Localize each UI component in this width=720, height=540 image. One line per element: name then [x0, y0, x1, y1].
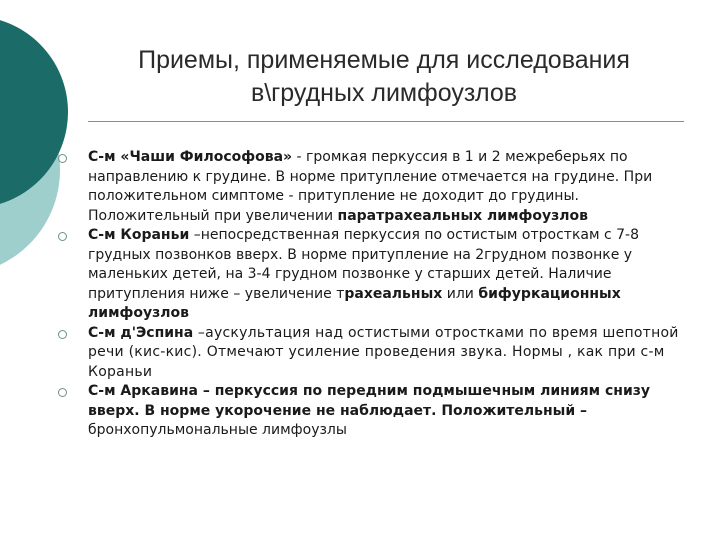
title-line-2: в\грудных лимфоузлов	[250, 79, 518, 107]
symptom-emphasis: рахеальных	[344, 285, 443, 302]
symptom-name: С-м д'Эспина	[88, 324, 194, 341]
bullet-circle-icon	[58, 330, 67, 339]
title-line-1: Приемы, применяемые для исследования	[138, 46, 630, 74]
symptom-connector: или	[442, 285, 479, 302]
symptom-name: С-м «Чаши Философова»	[88, 149, 293, 165]
symptom-description: –аускультация над остистыми отростками по время шепотной речи (кис-кис). Отмечают усиление проведения звука. Нормы , как при с-м Кораньи	[88, 324, 679, 380]
slide-title	[84, 44, 684, 110]
symptom-name: С-м Кораньи	[88, 227, 190, 243]
symptom-conclusion: бронхопульмональные лимфоузлы	[88, 422, 347, 438]
list-item	[58, 324, 680, 383]
list-item	[58, 382, 680, 441]
symptom-description: - громкая перкуссия в 1 и 2 межреберьях по направлению к грудине. В норме притупление отмечается на грудине. При положительном симптоме - притупление не доходит до грудины. Положительный при увеличении	[88, 149, 653, 224]
bullet-circle-icon	[58, 388, 67, 397]
title-divider	[88, 121, 684, 122]
symptom-conclusion: паратрахеальных лимфоузлов	[337, 207, 589, 224]
symptom-bold-description: С-м Аркавина – перкуссия по передним подмышечным линиям снизу вверх. В норме укорочение не наблюдает. Положительный –	[88, 383, 651, 419]
list-item	[58, 226, 680, 324]
bullet-list	[58, 148, 680, 441]
bullet-circle-icon	[58, 232, 67, 241]
symptom-conclusion: бифуркационных лимфоузлов	[88, 285, 621, 321]
bullet-circle-icon	[58, 154, 67, 163]
symptom-description: –непосредственная перкуссия по остистым отросткам с 7-8 грудных позвонков вверх. В норме притупление на 2грудном позвонке у маленьких детей, на 3-4 грудном позвонке у старших детей. Наличие притупления ниже – увеличение т	[88, 227, 640, 302]
list-item	[58, 148, 680, 226]
